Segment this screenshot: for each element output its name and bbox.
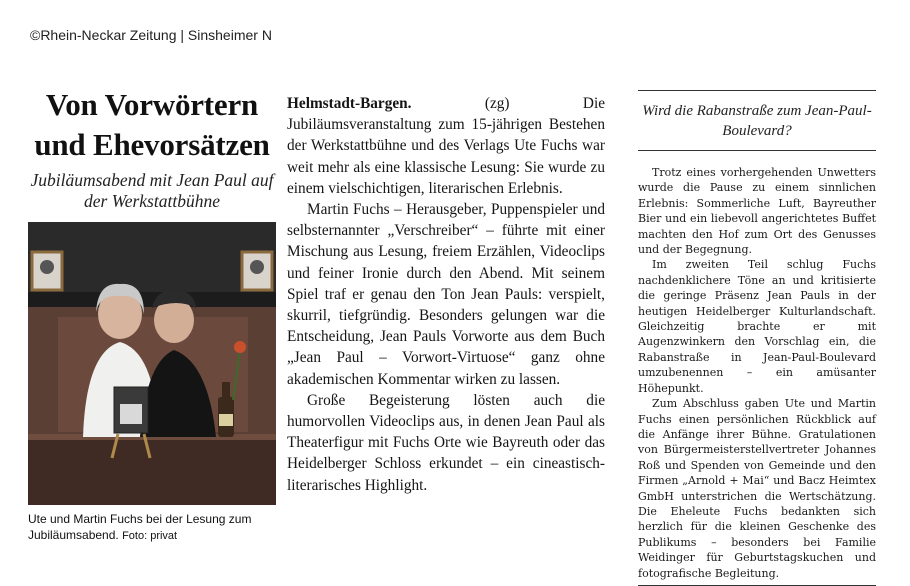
headline: Von Vorwörtern und Ehevorsätzen: [34, 87, 270, 162]
sidebar-paragraph-1: Trotz eines vorhergehenden Unwetters wurde die Pause zu einem sinnlichen Erlebnis: Sommerliche Luft, Bayreuther Bier und ein liebevoll angerichtetes Buffet machten den Hof zum Ort des Genusses und der Begegnung.: [638, 166, 876, 257]
sidebar-title: Wird die Rabanstraße zum Jean-Paul-Boulevard?: [642, 103, 872, 139]
sidebar-paragraph-3: Zum Abschluss gaben Ute und Martin Fuchs einen persönlichen Rückblick auf die Anfänge ihrer Bühne. Gratulationen von Bürgermeisterstellvertreter Johannes Roß und Spenden von Gemeinde und den Firmen „Arnold + Mai“ und Bacz Heimtex GmbH unterstrichen die Wertschätzung. Die Eheleute Fuchs bedankten sich herzlich für die kleinen Geschenke des Publikums – besonders bei Familie Weidinger für Geburtstagskuchen und fotografische Begleitung.: [638, 397, 876, 580]
article-body: [287, 93, 605, 496]
article-paragraph-1: [287, 93, 605, 199]
photo-caption: [28, 511, 278, 544]
sidebar-paragraph-2: Im zweiten Teil schlug Fuchs nachdenklichere Töne an und kritisierte die geringe Präsenz Jean Pauls in der heutigen Heidelberger Kulturlandschaft. Gleichzeitig brachte er mit Augenzwinkern den Vorschlag ein, die Rabanstraße in Jean-Paul-Boulevard umzubenennen – ein amüsanter Höhepunkt.: [638, 258, 876, 395]
photo-illustration: [28, 222, 276, 505]
sidebar-body: [638, 151, 876, 585]
subheadline: Jubiläumsabend mit Jean Paul auf der Werkstattbühne: [30, 170, 274, 211]
paragraph-text: (zg) Die Jubiläumsveranstaltung zum 15-jährigen Bestehen der Werkstattbühne und des Verlags Ute Fuchs war weit mehr als eine klassische Lesung: Sie wurde zu einem vielschichtigen, literarischen Erlebnis.: [287, 95, 605, 197]
sidebar-box: [638, 90, 876, 586]
dateline: Helmstadt-Bargen.: [287, 95, 412, 112]
article-photo: [28, 222, 276, 505]
source-credit: ©Rhein-Neckar Zeitung | Sinsheimer N: [30, 27, 272, 43]
article-paragraph-3: Große Begeisterung lösten auch die humorvollen Videoclips aus, in denen Jean Paul als Theaterfigur mit Fuchs Orte wie Bayreuth oder das Heidelberger Schloss erkundet – ein cineastisch-literarisches Highlight.: [287, 391, 605, 494]
article-paragraph-2: Martin Fuchs – Herausgeber, Puppenspieler und selbsternannter „Verschreiber“ – führte mit einer Mischung aus Lesung, freiem Erzählen, Videoclips und feiner Ironie durch den Abend. Mit seinem Spiel traf er genau den Ton Jean Pauls: verspielt, skurril, tiefgründig. Besonders gelungen war die Entscheidung, Jean Pauls Vorworte aus dem Buch „Jean Paul – Vorwort-Virtuose“ ganz ohne akademischen Kommentar wirken zu lassen.: [287, 201, 605, 388]
caption-text: Ute und Martin Fuchs bei der Lesung zum Jubiläumsabend.: [28, 512, 252, 542]
photo-credit: Foto: privat: [122, 530, 178, 542]
